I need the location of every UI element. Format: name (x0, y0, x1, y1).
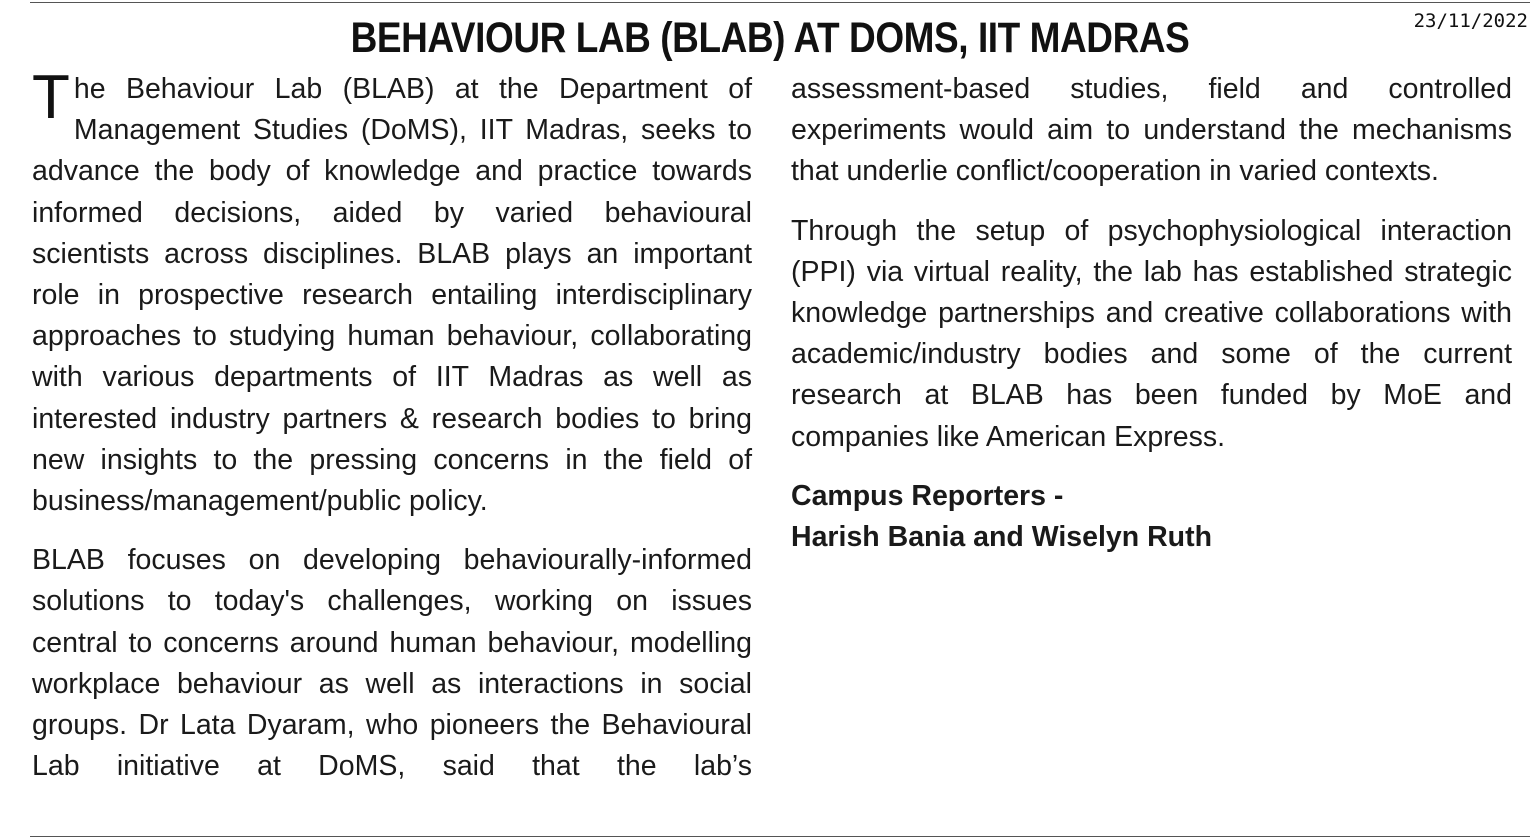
paragraph-ppi (791, 211, 1512, 458)
publication-date: 23/11/2022 (1413, 10, 1528, 32)
paragraph-focus-text: BLAB focuses on developing behaviourally-informed solutions to today's challenges, working on issues central to concerns around human behaviour, modelling workplace behaviour as well as interactions in social groups. Dr Lata Dyaram, who pioneers the Behavioural Lab initiative at DoMS, said that the lab’s (32, 544, 752, 783)
byline (791, 476, 1512, 558)
top-rule (30, 2, 1530, 3)
paragraph-focus-continued: assessment-based studies, field and controlled experiments would aim to understand the mechanisms that underlie conflict/cooperation in varied contexts. (791, 73, 1512, 188)
article-headline: BEHAVIOUR LAB (BLAB) AT DOMS, IIT MADRAS (350, 14, 1190, 62)
article-column-right (791, 69, 1512, 576)
byline-title: Campus Reporters - (791, 479, 1064, 512)
byline-reporters: Harish Bania and Wiselyn Ruth (791, 521, 1212, 554)
paragraph-focus (32, 540, 752, 787)
bottom-rule (30, 836, 1530, 837)
paragraph-ppi-text: Through the setup of psychophysiological interaction (PPI) via virtual reality, the lab has established strategic knowledge partnerships and creative collaborations with academic/industry bodies and some of the current research at BLAB has been funded by MoE and companies like American Express. (791, 214, 1512, 453)
drop-cap: T (32, 63, 70, 132)
article-column-left (32, 63, 752, 805)
paragraph-intro-text: he Behaviour Lab (BLAB) at the Department of Management Studies (DoMS), IIT Madras, seeks to advance the body of knowledge and practice towards informed decisions, aided by varied behavioural scientists across disciplines. BLAB plays an important role in prospective research entailing interdisciplinary approaches to studying human behaviour, collaborating with various departments of IIT Madras as well as interested industry partners & research bodies to bring new insights to the pressing concerns in the field of business/management/public policy. (32, 73, 752, 518)
paragraph-intro (32, 63, 752, 522)
